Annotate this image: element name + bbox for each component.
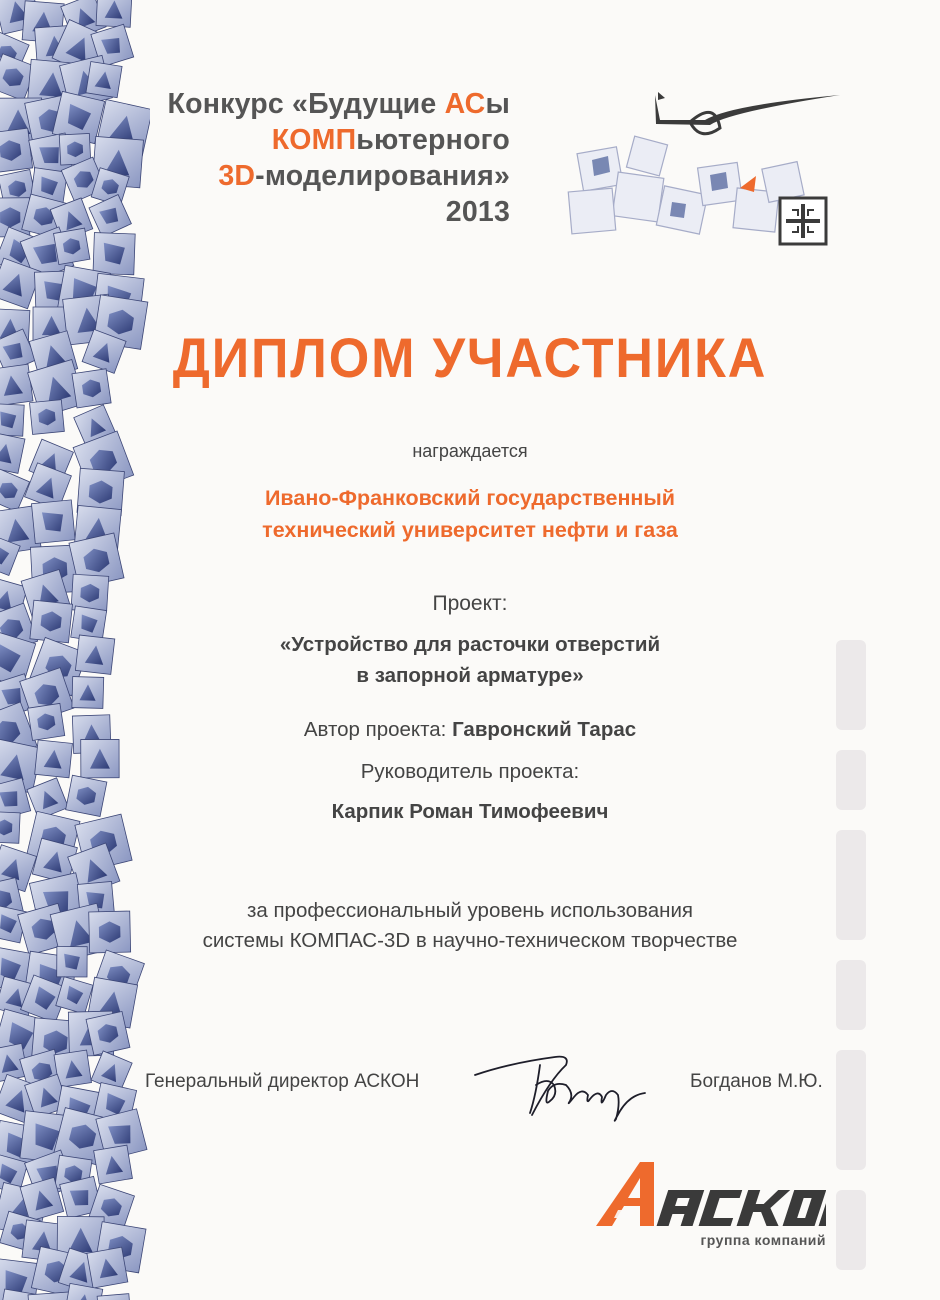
contest-line3-tail: -моделирования» <box>255 160 510 192</box>
supervisor-name: Карпик Роман Тимофеевич <box>331 800 609 823</box>
decor-tile <box>86 1011 130 1055</box>
award-reason <box>150 896 790 956</box>
contest-title <box>150 86 510 230</box>
university-line2: технический университет нефти и газа <box>262 518 678 542</box>
project-label: Проект: <box>432 592 508 615</box>
contest-line1-tail: ы <box>485 88 510 120</box>
contest-line1-accent: АС <box>444 88 486 120</box>
handwritten-signature <box>470 1035 670 1125</box>
decor-tile <box>30 600 73 643</box>
author-line <box>150 718 790 742</box>
university-name <box>120 482 820 546</box>
faint-watermark <box>828 600 878 1290</box>
decor-tile <box>35 740 73 778</box>
reason-line1: за профессиональный уровень использования <box>246 899 694 922</box>
decor-tile <box>87 1247 128 1288</box>
diploma-title: ДИПЛОМ УЧАСТНИКА <box>172 326 768 389</box>
signatory-name: Богданов М.Ю. <box>690 1071 823 1092</box>
decor-tile <box>72 369 111 408</box>
kompas-logo-art <box>560 80 850 260</box>
decor-tile <box>94 1145 133 1184</box>
decor-tile <box>57 947 87 977</box>
project-name-line2: в запорной арматуре» <box>356 664 584 687</box>
decor-tile <box>75 635 114 674</box>
ascon-caption: группа компаний <box>700 1232 826 1248</box>
contest-year: 2013 <box>445 196 510 228</box>
decor-tile <box>93 233 135 275</box>
project-name <box>170 629 770 691</box>
reason-line2: системы КОМПАС-3D в научно-техническом творчестве <box>202 929 738 952</box>
decor-tile <box>0 432 25 473</box>
decor-tile <box>89 195 131 237</box>
decor-tile <box>0 404 24 437</box>
decor-tile <box>54 228 90 264</box>
decor-tile <box>31 500 75 544</box>
decor-tile <box>0 364 33 406</box>
left-decorative-border <box>0 0 150 1300</box>
decor-tile <box>30 400 65 435</box>
ascon-logo <box>596 1160 826 1232</box>
decor-tile <box>0 812 20 844</box>
contest-line2-accent: КОМП <box>271 124 357 156</box>
decor-tile <box>97 1294 131 1300</box>
decor-tile <box>66 775 107 816</box>
awarded-text: награждается <box>412 441 528 461</box>
decor-tile <box>28 703 65 740</box>
signatory-title: Генеральный директор АСКОН <box>145 1071 420 1092</box>
author-name: Гавронский Тарас <box>452 718 637 741</box>
decor-tile <box>86 62 122 98</box>
contest-line2-tail: ьютерного <box>356 124 510 156</box>
decor-tile <box>96 0 132 27</box>
decor-tile <box>89 911 131 953</box>
project-name-line1: «Устройство для расточки отверстий <box>279 633 661 656</box>
university-line1: Ивано-Франковский государственный <box>264 486 676 510</box>
decor-tile <box>72 677 104 709</box>
contest-line1: Конкурс «Будущие <box>167 88 437 120</box>
author-label: Автор проекта: <box>303 718 447 741</box>
supervisor-label: Руководитель проекта: <box>360 760 580 783</box>
decor-tile <box>0 128 33 173</box>
decor-tile <box>81 739 119 777</box>
decor-tile <box>0 469 30 512</box>
contest-line3-accent: 3D <box>218 160 256 192</box>
